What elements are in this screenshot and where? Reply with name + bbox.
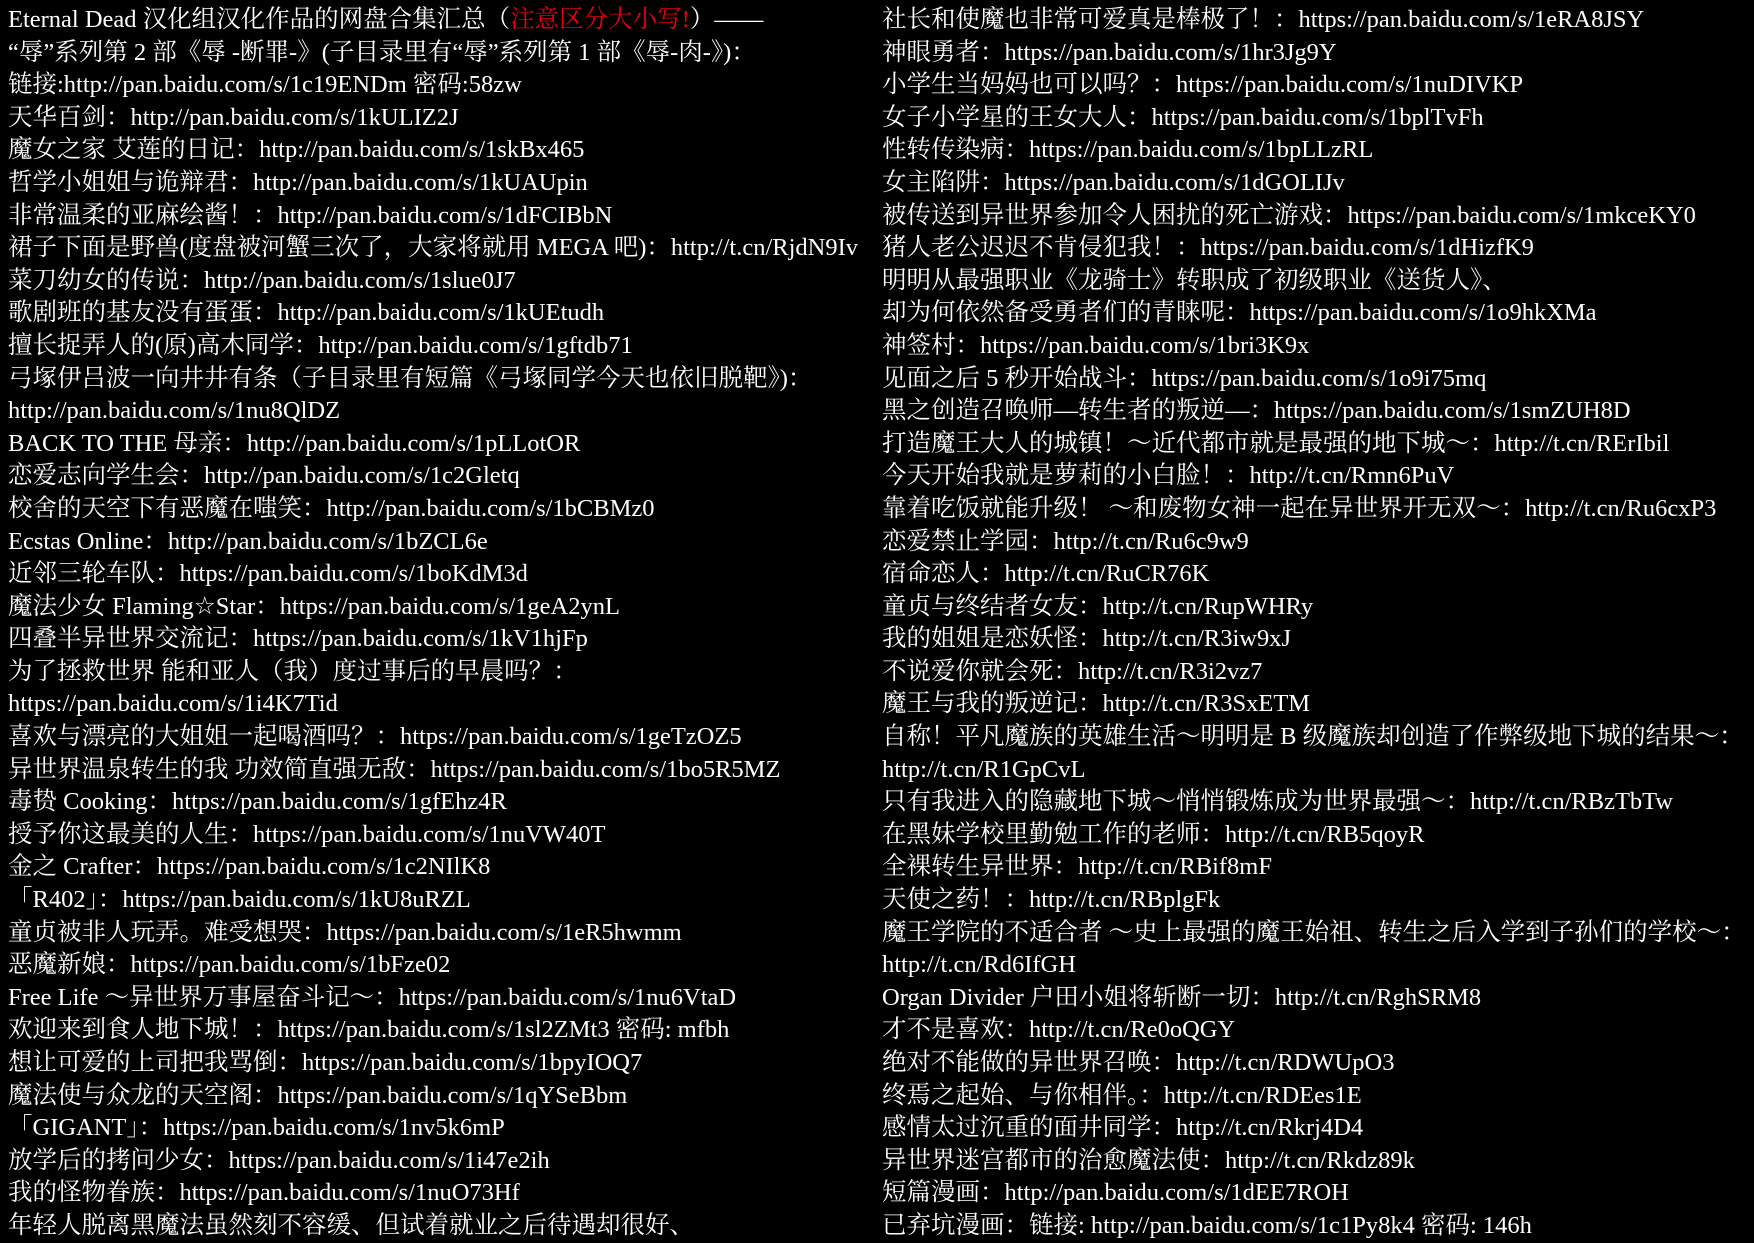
list-item: 今天开始我就是萝莉的小白脸！：http://t.cn/Rmn6PuV bbox=[882, 462, 1455, 490]
list-item: 四叠半异世界交流记：https://pan.baidu.com/s/1kV1hjFp bbox=[8, 625, 588, 653]
list-item: http://t.cn/R1GpCvL bbox=[882, 755, 1086, 783]
list-item: “辱”系列第 2 部《辱 -断罪-》(子目录里有“辱”系列第 1 部《辱-肉-》)： bbox=[8, 38, 756, 66]
left-column bbox=[8, 4, 876, 1243]
list-item: 全裸转生异世界：http://t.cn/RBif8mF bbox=[882, 853, 1272, 881]
list-item: 童贞被非人玩弄。难受想哭：https://pan.baidu.com/s/1eR5hwmm bbox=[8, 918, 682, 946]
list-item: 已弃坑漫画：链接: http://pan.baidu.com/s/1c1Py8k4 密码: 146h bbox=[882, 1211, 1532, 1239]
list-item: 魔王学院的不适合者 ～史上最强的魔王始祖、转生之后入学到子孙们的学校～： bbox=[882, 918, 1746, 946]
list-item: 为了拯救世界 能和亚人（我）度过事后的早晨吗？： bbox=[8, 657, 578, 685]
list-item bbox=[8, 4, 870, 37]
right-column bbox=[876, 4, 1746, 1243]
list-item: 恶魔新娘：https://pan.baidu.com/s/1bFze02 bbox=[8, 951, 451, 979]
list-item: 擅长捉弄人的(原)高木同学：http://pan.baidu.com/s/1gftdb71 bbox=[8, 331, 633, 359]
list-item: 童贞与终结者女友：http://t.cn/RupWHRy bbox=[882, 592, 1314, 620]
list-item: 魔法少女 Flaming☆Star：https://pan.baidu.com/s/1geA2ynL bbox=[8, 592, 620, 620]
list-item: 授予你这最美的人生：https://pan.baidu.com/s/1nuVW40T bbox=[8, 820, 606, 848]
list-item: 猪人老公迟迟不肯侵犯我！：https://pan.baidu.com/s/1dHizfK9 bbox=[882, 234, 1534, 262]
list-item: 绝对不能做的异世界召唤：http://t.cn/RDWUpO3 bbox=[882, 1049, 1395, 1076]
list-item: 靠着吃饭就能升级！ ～和废物女神一起在异世界开无双～：http://t.cn/Ru6cxP3 bbox=[882, 494, 1717, 522]
list-item: http://t.cn/Rd6IfGH bbox=[882, 951, 1076, 979]
list-item: 异世界温泉转生的我 功效简直强无敌：https://pan.baidu.com/s/1bo5R5MZ bbox=[8, 755, 781, 783]
list-item: 在黑妹学校里勤勉工作的老师：http://t.cn/RB5qoyR bbox=[882, 820, 1425, 848]
list-item: 裙子下面是野兽(度盘被河蟹三次了，大家将就用 MEGA 吧)：http://t.cn/RjdN9Iv bbox=[8, 234, 858, 262]
list-item: 社长和使魔也非常可爱真是棒极了！：https://pan.baidu.com/s/1eRA8JSY bbox=[882, 6, 1645, 33]
list-item: 年轻人脱离黑魔法虽然刻不容缓、但试着就业之后待遇却很好、 bbox=[8, 1211, 694, 1239]
list-item: 见面之后 5 秒开始战斗：https://pan.baidu.com/s/1o9i75mq bbox=[882, 364, 1487, 392]
list-item: 感情太过沉重的面井同学：http://t.cn/Rkrj4D4 bbox=[882, 1114, 1364, 1142]
line-text: Eternal Dead 汉化组汉化作品的网盘合集汇总（ bbox=[8, 6, 511, 33]
list-item: BACK TO THE 母亲：http://pan.baidu.com/s/1pLLotOR bbox=[8, 429, 581, 457]
list-item: 神眼勇者：https://pan.baidu.com/s/1hr3Jg9Y bbox=[882, 38, 1337, 66]
list-item: 菜刀幼女的传说：http://pan.baidu.com/s/1slue0J7 bbox=[8, 266, 516, 294]
list-item: 歌剧班的基友没有蛋蛋：http://pan.baidu.com/s/1kUEtudh bbox=[8, 299, 605, 327]
list-item: 女子小学星的王女大人：https://pan.baidu.com/s/1bplTvFh bbox=[882, 103, 1484, 131]
list-item: 哲学小姐姐与诡辩君：http://pan.baidu.com/s/1kUAUpin bbox=[8, 168, 588, 196]
list-item: 弓塚伊吕波一向井井有条（子目录里有短篇《弓塚同学今天也依旧脱靶》)： bbox=[8, 364, 813, 392]
list-item: 魔王与我的叛逆记：http://t.cn/R3SxETM bbox=[882, 690, 1311, 718]
list-item: 我的姐姐是恋妖怪：http://t.cn/R3iw9xJ bbox=[882, 625, 1292, 653]
list-item: 欢迎来到食人地下城！：https://pan.baidu.com/s/1sl2ZMt3 密码: mfbh bbox=[8, 1016, 730, 1044]
list-item: 喜欢与漂亮的大姐姐一起喝酒吗？：https://pan.baidu.com/s/1geTzOZ5 bbox=[8, 723, 742, 751]
list-item: 不说爱你就会死：http://t.cn/R3i2vz7 bbox=[882, 657, 1263, 685]
list-item: 女主陷阱：https://pan.baidu.com/s/1dGOLIJv bbox=[882, 168, 1345, 196]
list-item: 天使之药！：http://t.cn/RBplgFk bbox=[882, 886, 1221, 914]
list-item: 魔女之家 艾莲的日记：http://pan.baidu.com/s/1skBx465 bbox=[8, 136, 585, 164]
list-item: 才不是喜欢：http://t.cn/Re0oQGY bbox=[882, 1016, 1236, 1044]
list-item: 小学生当妈妈也可以吗？：https://pan.baidu.com/s/1nuDIVKP bbox=[882, 71, 1524, 99]
list-item: 金之 Crafter：https://pan.baidu.com/s/1c2NIlK8 bbox=[8, 853, 491, 881]
list-item: 明明从最强职业《龙骑士》转职成了初级职业《送货人》、 bbox=[882, 266, 1507, 294]
list-item: 神签村：https://pan.baidu.com/s/1bri3K9x bbox=[882, 331, 1310, 359]
list-item: 自称！平凡魔族的英雄生活～明明是 B 级魔族却创造了作弊级地下城的结果～： bbox=[882, 723, 1744, 751]
list-item: 被传送到异世界参加令人困扰的死亡游戏：https://pan.baidu.com/s/1mkceKY0 bbox=[882, 201, 1696, 229]
list-item: Organ Divider 户田小姐将斩断一切：http://t.cn/RghSRM8 bbox=[882, 983, 1482, 1011]
line-tail: ）—— bbox=[689, 6, 764, 33]
list-item: 「GIGANT」：https://pan.baidu.com/s/1nv5k6mP bbox=[8, 1114, 505, 1142]
list-item: 宿命恋人：http://t.cn/RuCR76K bbox=[882, 560, 1210, 588]
list-item: 放学后的拷问少女：https://pan.baidu.com/s/1i47e2ih bbox=[8, 1146, 550, 1174]
list-item: 想让可爱的上司把我骂倒：https://pan.baidu.com/s/1bpyIOQ7 bbox=[8, 1049, 643, 1076]
warning-text: 注意区分大小写! bbox=[510, 6, 690, 33]
list-item: 我的怪物眷族：https://pan.baidu.com/s/1nuO73Hf bbox=[8, 1179, 520, 1207]
list-item: 恋爱禁止学园：http://t.cn/Ru6c9w9 bbox=[882, 527, 1249, 555]
list-item: 恋爱志向学生会：http://pan.baidu.com/s/1c2Gletq bbox=[8, 462, 520, 490]
list-item: 却为何依然备受勇者们的青睐呢：https://pan.baidu.com/s/1o9hkXMa bbox=[882, 299, 1597, 327]
list-item: 异世界迷宫都市的治愈魔法使：http://t.cn/Rkdz89k bbox=[882, 1146, 1415, 1174]
list-item: 终焉之起始、与你相伴。：http://t.cn/RDEes1E bbox=[882, 1081, 1362, 1109]
list-item: 毒贽 Cooking：https://pan.baidu.com/s/1gfEhz4R bbox=[8, 788, 507, 816]
list-item: Free Life ～异世界万事屋奋斗记～：https://pan.baidu.com/s/1nu6VtaD bbox=[8, 983, 737, 1011]
list-item: 只有我进入的隐藏地下城～悄悄锻炼成为世界最强～：http://t.cn/RBzTbTw bbox=[882, 788, 1674, 816]
list-item: 「R402」：https://pan.baidu.com/s/1kU8uRZL bbox=[8, 886, 471, 914]
list-item: 黑之创造召唤师—转生者的叛逆—：https://pan.baidu.com/s/1smZUH8D bbox=[882, 397, 1631, 425]
list-item: Ecstas Online：http://pan.baidu.com/s/1bZCL6e bbox=[8, 527, 488, 555]
list-item: 近邻三轮车队：https://pan.baidu.com/s/1boKdM3d bbox=[8, 560, 528, 588]
list-item: 天华百剑：http://pan.baidu.com/s/1kULIZ2J bbox=[8, 103, 459, 131]
list-item: 链接:http://pan.baidu.com/s/1c19ENDm 密码:58zw bbox=[8, 71, 522, 99]
list-item: 非常温柔的亚麻绘酱！：http://pan.baidu.com/s/1dFCIBbN bbox=[8, 201, 613, 229]
list-item: 性转传染病：https://pan.baidu.com/s/1bpLLzRL bbox=[882, 136, 1374, 164]
list-item: 校舍的天空下有恶魔在嗤笑：http://pan.baidu.com/s/1bCBMz0 bbox=[8, 494, 655, 522]
list-item: 打造魔王大人的城镇！～近代都市就是最强的地下城～：http://t.cn/RErIbil bbox=[882, 429, 1670, 457]
list-item: 短篇漫画：http://pan.baidu.com/s/1dEE7ROH bbox=[882, 1179, 1349, 1207]
list-item: 魔法使与众龙的天空阁：https://pan.baidu.com/s/1qYSeBbm bbox=[8, 1081, 628, 1109]
list-item: http://pan.baidu.com/s/1nu8QlDZ bbox=[8, 397, 341, 425]
list-item: https://pan.baidu.com/s/1i4K7Tid bbox=[8, 690, 338, 718]
